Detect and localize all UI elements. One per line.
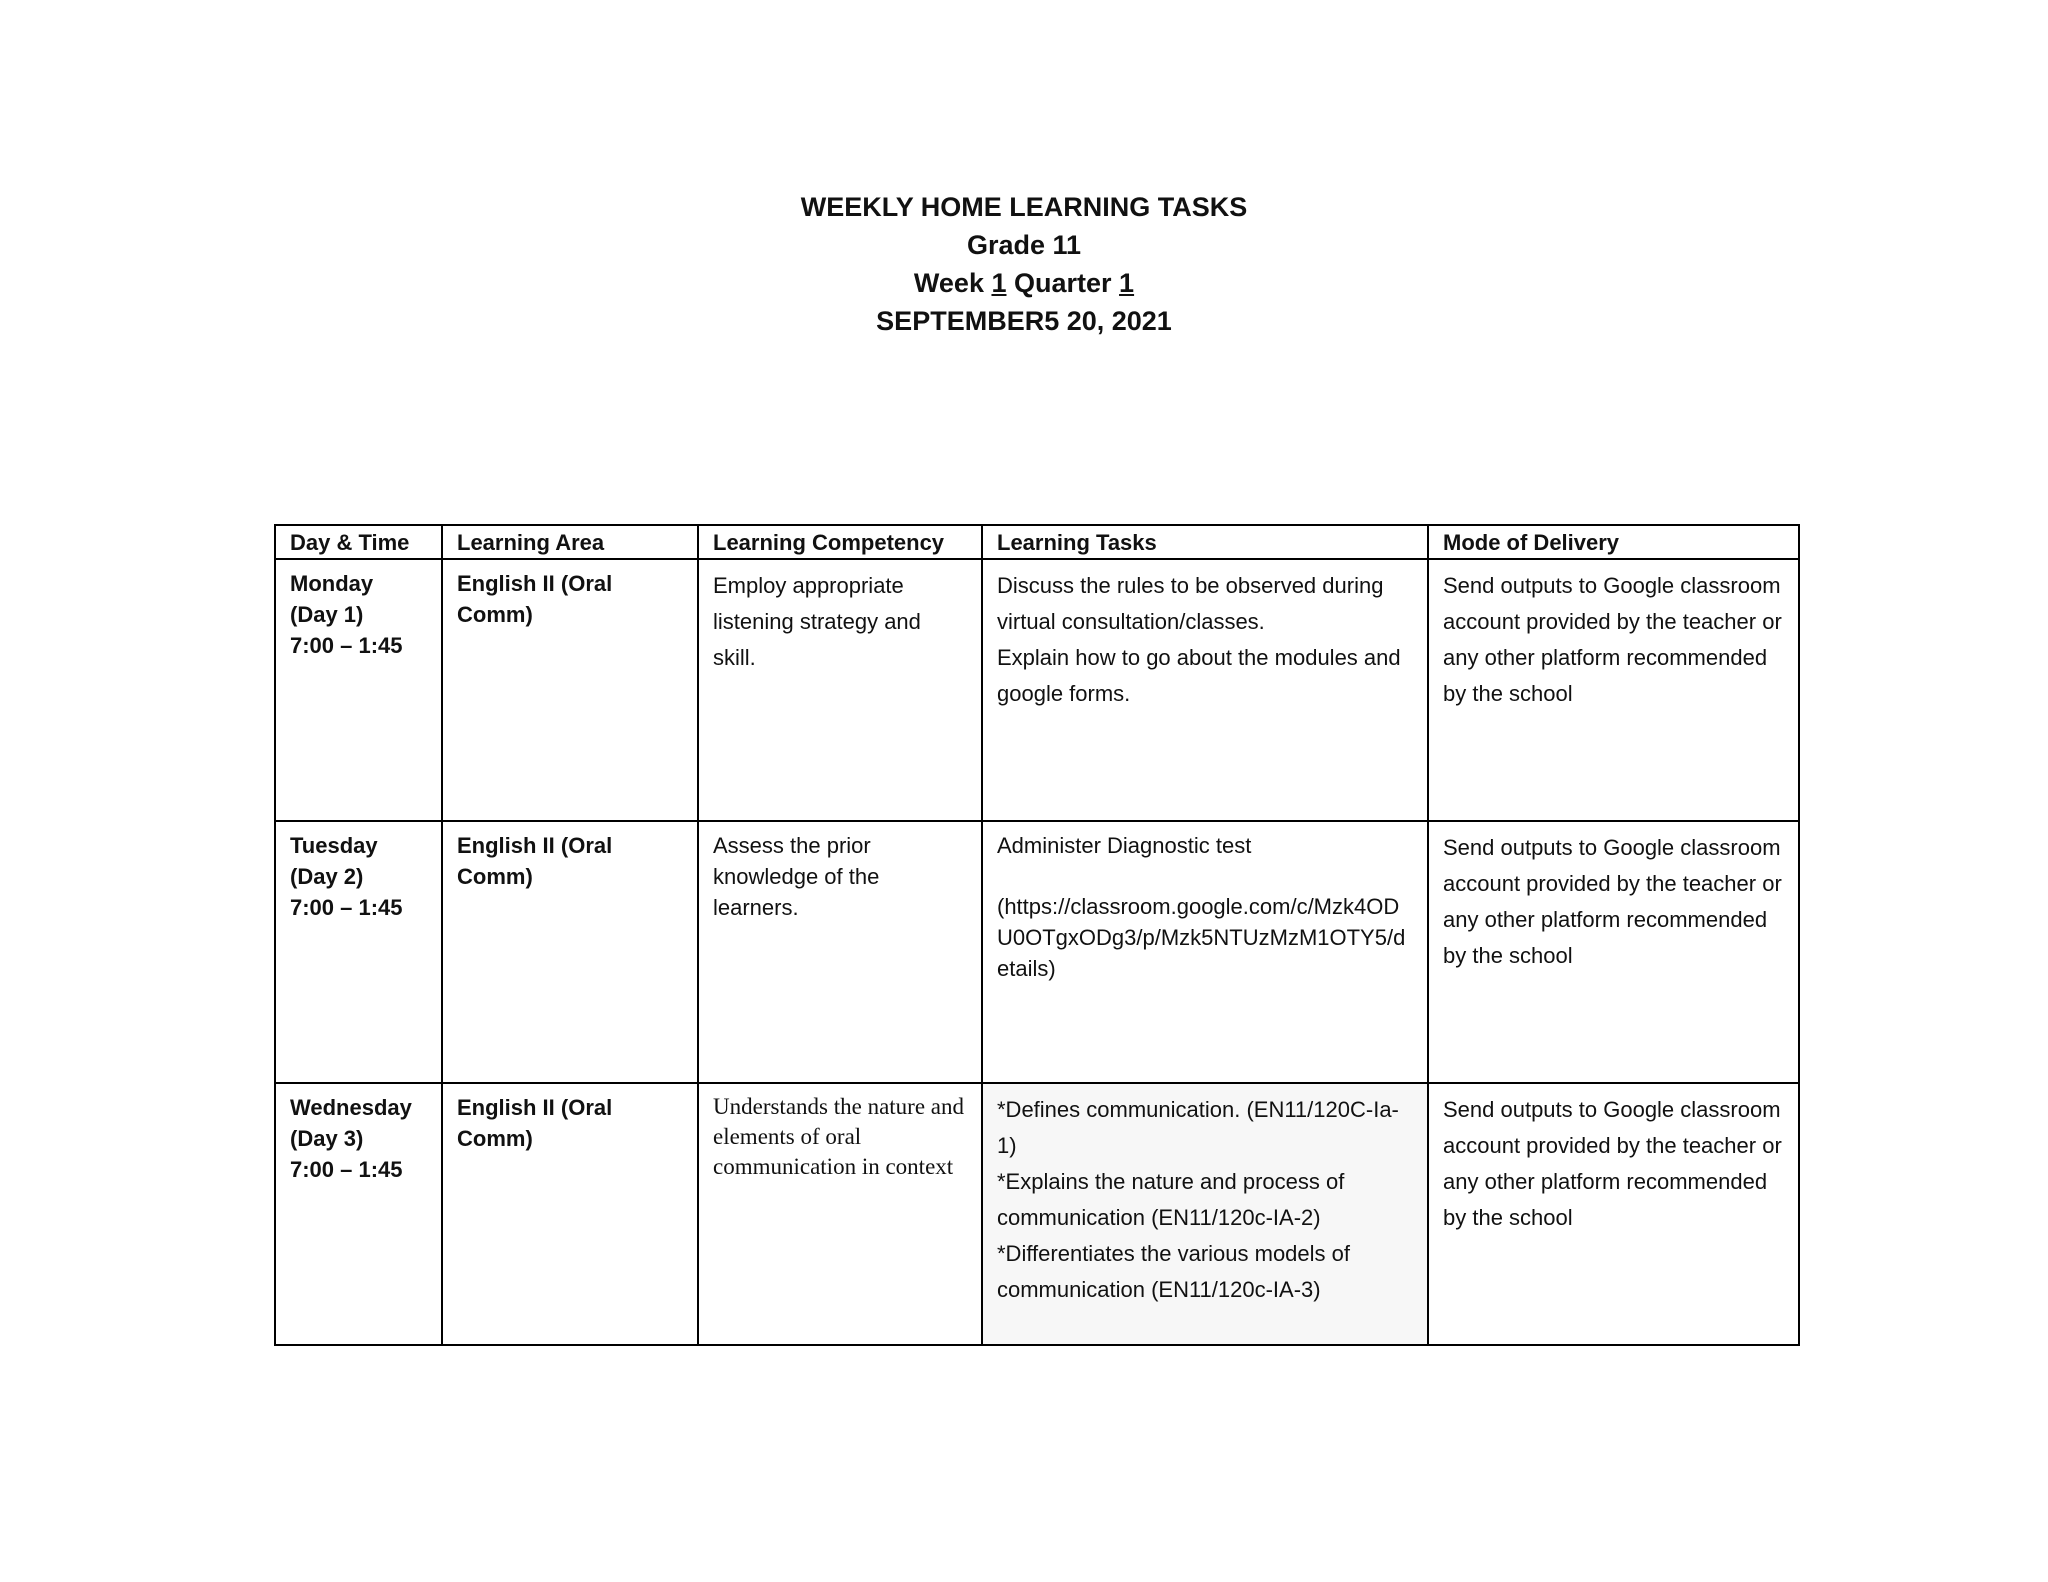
header-learning-area: Learning Area bbox=[442, 525, 698, 559]
learning-area-cell: English II (Oral Comm) bbox=[442, 821, 698, 1083]
mode-of-delivery-cell: Send outputs to Google classroom account provided by the teacher or any other platform recommended by the school bbox=[1428, 559, 1799, 821]
learning-area-cell: English II (Oral Comm) bbox=[442, 559, 698, 821]
document-title: WEEKLY HOME LEARNING TASKS bbox=[800, 192, 1248, 222]
day-name: Wednesday bbox=[290, 1095, 412, 1120]
learning-tasks-cell bbox=[982, 559, 1428, 821]
day-number: (Day 2) bbox=[290, 864, 364, 889]
learning-competency-cell: Employ appropriate listening strategy and skill. bbox=[698, 559, 982, 821]
time-range: 7:00 – 1:45 bbox=[290, 1157, 403, 1182]
learning-competency-cell: Assess the prior knowledge of the learners. bbox=[698, 821, 982, 1083]
document-date: SEPTEMBER5 20, 2021 bbox=[876, 306, 1172, 336]
day-time-cell bbox=[275, 559, 442, 821]
header-learning-competency: Learning Competency bbox=[698, 525, 982, 559]
grade-label: Grade 11 bbox=[966, 230, 1082, 260]
day-time-cell bbox=[275, 1083, 442, 1345]
time-range: 7:00 – 1:45 bbox=[290, 633, 403, 658]
task-item: *Defines communication. (EN11/120C-Ia-1) bbox=[997, 1097, 1399, 1158]
task-item: Administer Diagnostic test bbox=[997, 833, 1252, 858]
table-row bbox=[275, 1083, 1799, 1345]
time-range: 7:00 – 1:45 bbox=[290, 895, 403, 920]
quarter-label: Quarter bbox=[1006, 268, 1120, 298]
day-time-cell bbox=[275, 821, 442, 1083]
header-mode-of-delivery: Mode of Delivery bbox=[1428, 525, 1799, 559]
day-name: Tuesday bbox=[290, 833, 378, 858]
learning-tasks-table bbox=[274, 524, 1800, 1346]
task-item: *Differentiates the various models of communication (EN11/120c-IA-3) bbox=[997, 1241, 1350, 1302]
document-heading bbox=[0, 188, 2048, 340]
table-row bbox=[275, 821, 1799, 1083]
header-day-time: Day & Time bbox=[275, 525, 442, 559]
task-item: Explain how to go about the modules and google forms. bbox=[997, 645, 1401, 706]
day-number: (Day 1) bbox=[290, 602, 364, 627]
week-quarter-line bbox=[0, 264, 2048, 302]
learning-competency-cell: Understands the nature and elements of oral communication in context bbox=[698, 1083, 982, 1345]
task-item: Discuss the rules to be observed during virtual consultation/classes. bbox=[997, 573, 1384, 634]
week-label: Week bbox=[913, 268, 992, 298]
table-row bbox=[275, 559, 1799, 821]
task-item: *Explains the nature and process of communication (EN11/120c-IA-2) bbox=[997, 1169, 1345, 1230]
day-number: (Day 3) bbox=[290, 1126, 364, 1151]
diagnostic-test-link[interactable]: (https://classroom.google.com/c/Mzk4ODU0OTgxODg3/p/Mzk5NTUzMzM1OTY5/details) bbox=[997, 894, 1406, 981]
learning-area-cell: English II (Oral Comm) bbox=[442, 1083, 698, 1345]
header-learning-tasks: Learning Tasks bbox=[982, 525, 1428, 559]
mode-of-delivery-cell: Send outputs to Google classroom account provided by the teacher or any other platform recommended by the school bbox=[1428, 1083, 1799, 1345]
day-name: Monday bbox=[290, 571, 374, 596]
quarter-number: 1 bbox=[1119, 268, 1135, 298]
learning-tasks-cell bbox=[982, 821, 1428, 1083]
mode-of-delivery-cell: Send outputs to Google classroom account provided by the teacher or any other platform recommended by the school bbox=[1428, 821, 1799, 1083]
table-header-row bbox=[275, 525, 1799, 559]
week-number: 1 bbox=[991, 268, 1007, 298]
learning-tasks-cell bbox=[982, 1083, 1428, 1345]
